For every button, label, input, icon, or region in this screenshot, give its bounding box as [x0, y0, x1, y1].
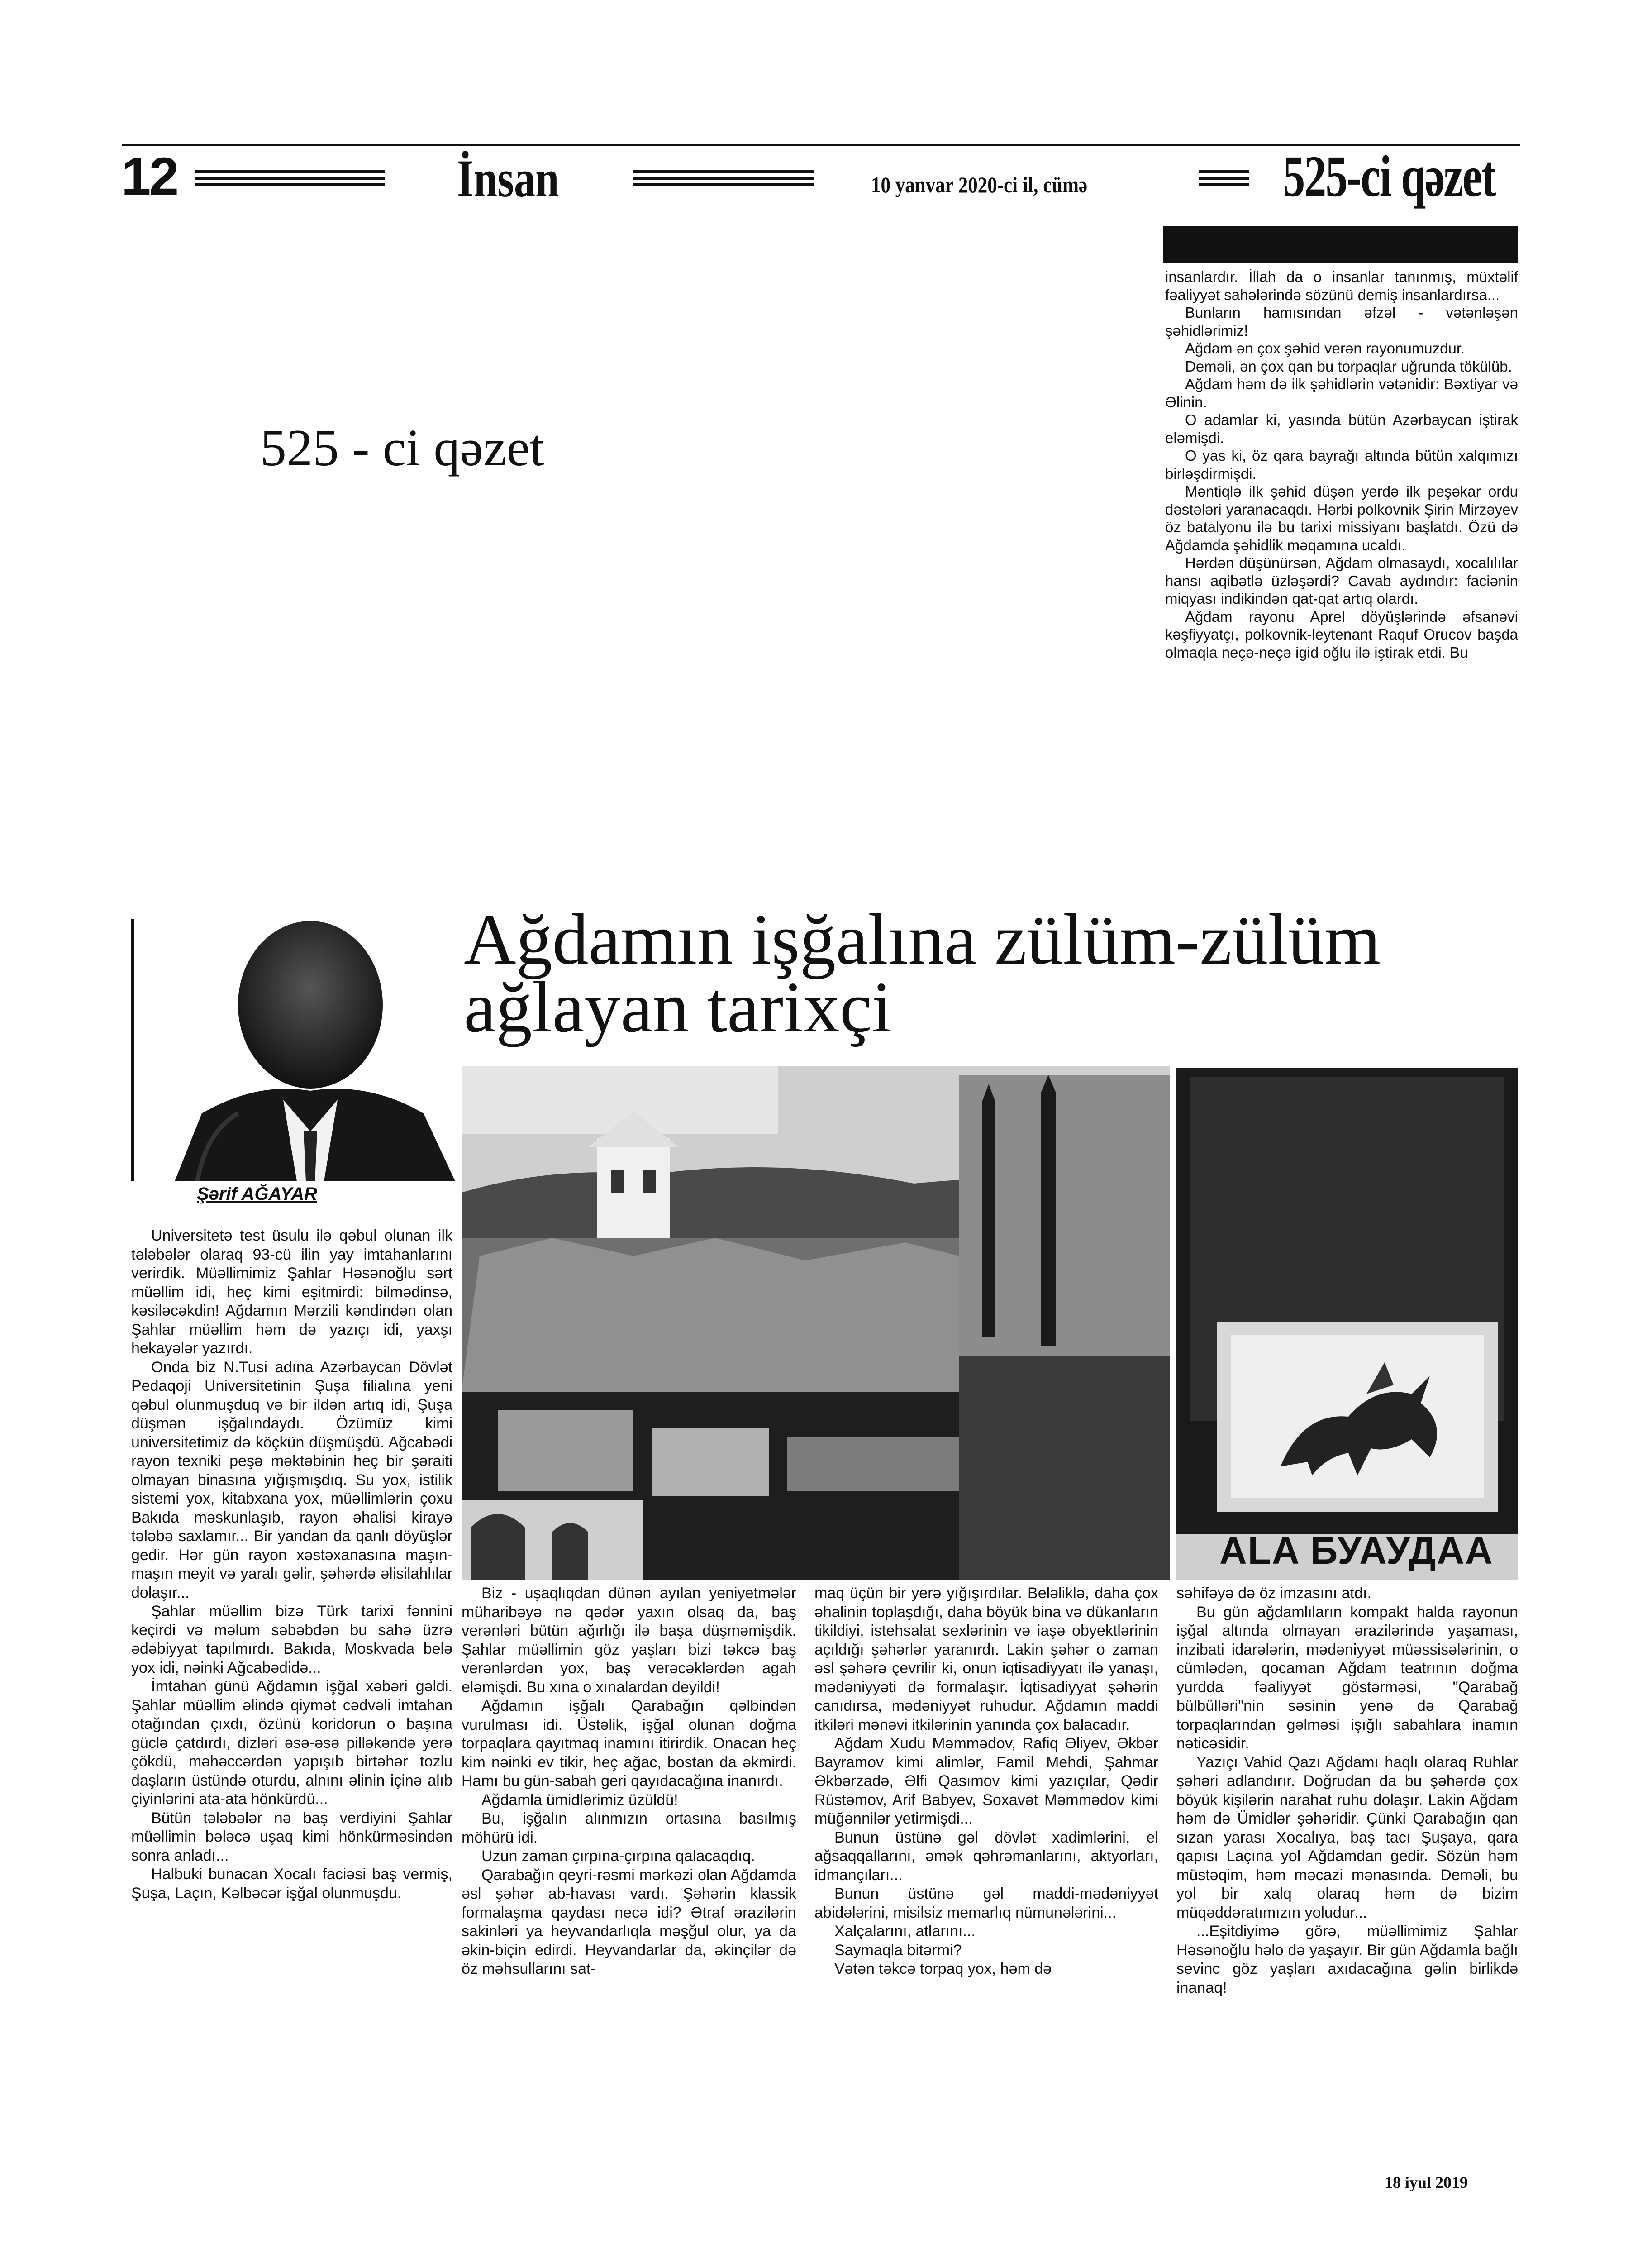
paragraph: Ağdamla ümidlərimiz üzüldü!	[481, 1791, 678, 1809]
paragraph: Saymaqla bitərmi?	[834, 1941, 962, 1959]
paragraph: Ağdamın işğalı Qarabağın qəlbindən vurulması idi. Üstəlik, işğal olunan doğma torpaqlara qayıtmaq inamını itirirdik. Onacan heç kim nəinki ev tikir, heç ağac, bostan da əkmirdi. Hamı bu gün-sabah geri qayıdacağına inanırdı.	[462, 1697, 796, 1790]
header-rule-right	[1199, 170, 1249, 187]
paragraph: səhifəyə də öz imzasını atdı.	[1176, 1585, 1371, 1602]
issue-date: 10 yanvar 2020-ci il, cümə	[871, 172, 1088, 197]
paragraph: Bunun üstünə gəl dövlət xadimlərini, el ağsaqqallarını, əmək qəhrəmanlarını, aktyorları, idmançıları...	[814, 1829, 1158, 1884]
column-1	[131, 1227, 452, 1903]
paragraph: Uzun zaman çırpına-çırpına qalacaqdıq.	[481, 1848, 755, 1865]
paragraph: Məntiqlə ilk şəhid düşən yerdə ilk peşəkar ordu dəstələri yaranacaqdı. Hərbi polkovnik Şirin Mirzəyev öz batalyonu ilə bu tarixi missiyanı başlatdı. Özü də Ağdamda şəhidlik məqamına ucaldı.	[1165, 483, 1518, 554]
book-cover-image	[1176, 1068, 1518, 1580]
source-label: 525 - ci qəzet	[260, 419, 545, 477]
book-cover-title: ALA БУАУДАА	[1219, 1529, 1494, 1572]
paragraph: insanlardır. İllah da o insanlar tanınmış, müxtəlif fəaliyyət sahələrində sözünü demiş insanlardırsa...	[1165, 268, 1518, 303]
paragraph: maq üçün bir yerə yığışırdılar. Beləliklə, daha çox əhalinin toplaşdığı, daha böyük bina və dükanların tikildiyi, istehsalat sexlərinin və iaşə obyektlərinin açıldığı şəhərlər yaranırdı. Lakin şəhər o zaman əsl şəhərə çevrilir ki, onun iqtisadiyyatı ilə yanaşı, mədəniyyəti də formalaşır. İqtisadiyyat şəhərin canıdırsa, mədəniyyət ruhudur. Ağdamın maddi itkiləri mənəvi itkilərinin yanında çox balacadır.	[814, 1585, 1158, 1733]
column-header-bar	[1163, 226, 1518, 263]
paragraph: Biz - uşaqlıqdan dünən ayılan yeniyetmələr müharibəyə nə qədər yaxın olsaq da, baş verənləri bütün ağırlığı ilə başa düşməmişdik. Şahlar müəllimin göz yaşları bizi təkcə baş verənlərdən yox, baş verəcəklərdən agah eləmişdi. Bu xına o xınalardan deyildi!	[462, 1585, 796, 1696]
agdam-cityscape-photo	[462, 1066, 1170, 1580]
paragraph: Halbuki bunacan Xocalı faciəsi baş vermiş, Şuşa, Laçın, Kəlbəcər işğal olunmuşdu.	[131, 1866, 452, 1902]
paragraph: Bu, işğalın alınmızın ortasına basılmış möhürü idi.	[462, 1810, 796, 1846]
author-photo	[131, 919, 455, 1181]
paragraph: Ağdam ən çox şəhid verən rayonumuzdur.	[1185, 340, 1465, 357]
paragraph: Bütün tələbələr nə baş verdiyini Şahlar müəllimin bələcə uşaq kimi hönkürməsindən sonra anladı...	[131, 1809, 452, 1864]
paragraph: Hərdən düşünürsən, Ağdam olmasaydı, xocalılılar hansı aqibətlə üzləşərdi? Cavab aydındır: faciənin miqyası indikindən qat-qat artıq olardı.	[1165, 554, 1518, 607]
header-rule-middle	[633, 170, 814, 187]
paragraph: Bu gün ağdamlıların kompakt halda rayonun işğal altında olmayan ərazilərində yaşaması, inzibati idarələrin, mədəniyyət müəssisələrinin, o cümlədən, qocaman Ağdam teatrının doğma yurdda fəaliyyət göstərməsi, "Qarabağ bülbülləri"nin səsinin yenə də Qarabağ torpaqlarından gəlməsi işığlı sabahlara inamın nəticəsidir.	[1176, 1603, 1518, 1752]
paragraph: Vətən təkcə torpaq yox, həm də	[834, 1960, 1052, 1977]
book-cover-photo	[1176, 1068, 1518, 1580]
paragraph: Bunun üstünə gəl maddi-mədəniyyət abidələrini, misilsiz memarlıq nümunələrini...	[814, 1885, 1158, 1921]
column-right-top	[1165, 268, 1518, 661]
paragraph: Ağdam rayonu Aprel döyüşlərində əfsanəvi kəşfiyyatçı, polkovnik-leytenant Raquf Orucov başda olmaqla neçə-neçə igid oğlu ilə iştirak etdi. Bu	[1165, 608, 1518, 661]
paragraph: O adamlar ki, yasında bütün Azərbaycan iştirak eləmişdi.	[1165, 411, 1518, 446]
author-byline: Şərif AĞAYAR	[197, 1184, 317, 1204]
paragraph: İmtahan günü Ağdamın işğal xəbəri gəldi. Şahlar müəllim əlində qiymət cədvəli imtahan otağından çıxdı, özünü koridorun o başına güclə çatdırdı, dizləri əsə-əsə pilləkəndə yerə çökdü, məhəccərdən yapışıb birtəhər tozlu daşların üstündə oturdu, alnını əlinin içinə alıb çiyinlərini ata-ata hönkürdü...	[131, 1678, 452, 1808]
section-title: İnsan	[457, 149, 559, 208]
paragraph: Yazıçı Vahid Qazı Ağdamı haqlı olaraq Ruhlar şəhəri adlandırır. Doğrudan da bu şəhərdə çox böyük kişilərin narahat ruhu dolaşır. Lakin Ağdam həm də Ümidlər şəhəridir. Çünki Qarabağın qan sızan yarası Xocalıya, baş tacı Şuşaya, qara qapısı Laçına yol Ağdamdan gedir. Sözün həm müstəqim, həm məcazi mənasında. Deməli, bu yol bir xalq olaraq həm də bizim müqəddəratımızın yoludur...	[1176, 1753, 1518, 1921]
paragraph: Deməli, ən çox qan bu torpaqlar uğrunda tökülüb.	[1185, 358, 1512, 375]
paragraph: O yas ki, öz qara bayrağı altında bütün xalqımızı birləşdirmişdi.	[1165, 447, 1518, 482]
headline-line-1: Ağdamın işğalına zülüm-zülüm	[464, 899, 1381, 979]
column-2	[462, 1584, 796, 1979]
paragraph: Xalçalarını, atlarını...	[834, 1923, 976, 1940]
article-headline	[464, 899, 1381, 1047]
masthead: 525-ci qəzet	[1283, 144, 1495, 209]
paragraph: Qarabağın qeyri-rəsmi mərkəzi olan Ağdamda əsl şəhər ab-havası vardı. Şəhərin klassik formalaşma qaydası necə idi? Ətraf ərazilərin sakinləri ya heyvandarlıqla məşğul olur, ya da əkin-biçin edirdi. Heyvandarlar da, əkinçilər də öz məhsullarını sat-	[462, 1866, 796, 1977]
author-portrait-image	[134, 919, 455, 1181]
paragraph: Şahlar müəllim bizə Türk tarixi fənnini keçirdi və məlum səbəbdən bu sahə üzrə ədəbiyyat tapılmırdı. Bakıda, Moskvada belə yox idi, nəinki Ağcabədidə...	[131, 1603, 452, 1676]
column-4	[1176, 1584, 1518, 1997]
paragraph: Bunların hamısından əfzəl - vətənləşən şəhidlərimiz!	[1165, 304, 1518, 339]
paragraph: Onda biz N.Tusi adına Azərbaycan Dövlət Pedaqoji Universitetinin Şuşa filialına yeni qəbul olunmuşduq və bir ildən artıq idi, Şuşa düşmən işğalındaydı. Özümüz kimi universitetimiz də köçkün düşmüşdü. Ağcabədi rayon texniki peşə məktəbinin heç bir şəraiti olmayan binasına yığışmışdıq. Su yox, istilik sistemi yox, kitabxana yox, müəllimlərin çoxu Bakıda məskunlaşıb, rayon əhalisi kirayə tələbə saxlamır... Bir yandan da qanlı döyüşlər gedir. Hər gün rayon xəstəxanasına maşın-maşın meyit və yaralı gəlir, şəhərdə əlisilahlılar dolaşır...	[131, 1358, 452, 1601]
column-3	[814, 1584, 1158, 1979]
page-number: 12	[121, 147, 177, 206]
paragraph: Ağdam həm də ilk şəhidlərin vətənidir: Bəxtiyar və Əlinin.	[1165, 376, 1518, 411]
paragraph: ...Eşitdiyimə görə, müəllimimiz Şahlar Həsənoğlu həlo də yaşayır. Bir gün Ağdamla bağlı sevinc göz yaşları axıdacağına gəlin birlikdə inanaq!	[1176, 1923, 1518, 1996]
agdam-cityscape-image	[462, 1066, 1170, 1580]
article-date: 18 iyul 2019	[1385, 2173, 1468, 2191]
paragraph: Universitetə test üsulu ilə qəbul olunan ilk tələbələr olaraq 93-cü ilin yay imtahanlarını verirdik. Müəllimimiz Şahlar Həsənoğlu sərt müəllim idi, heç kimi eşitmirdi: bilmədinsə, kəsiləcəkdin! Ağdamın Mərzili kəndindən olan Şahlar müəllim həm də yazıçı idi, yaxşı hekayələr yazırdı.	[131, 1227, 452, 1357]
headline-line-2: ağlayan tarixçi	[464, 967, 892, 1047]
header-rule-left	[195, 170, 385, 187]
paragraph: Ağdam Xudu Məmmədov, Rafiq Əliyev, Əkbər Bayramov kimi alimlər, Famil Mehdi, Şahmar Əkbərzadə, Əlfi Qasımov kimi yazıçılar, Qədir Rüstəmov, Arif Babyev, Soxavət Məmmədov kimi müğənnilər yetirmişdi...	[814, 1735, 1158, 1827]
